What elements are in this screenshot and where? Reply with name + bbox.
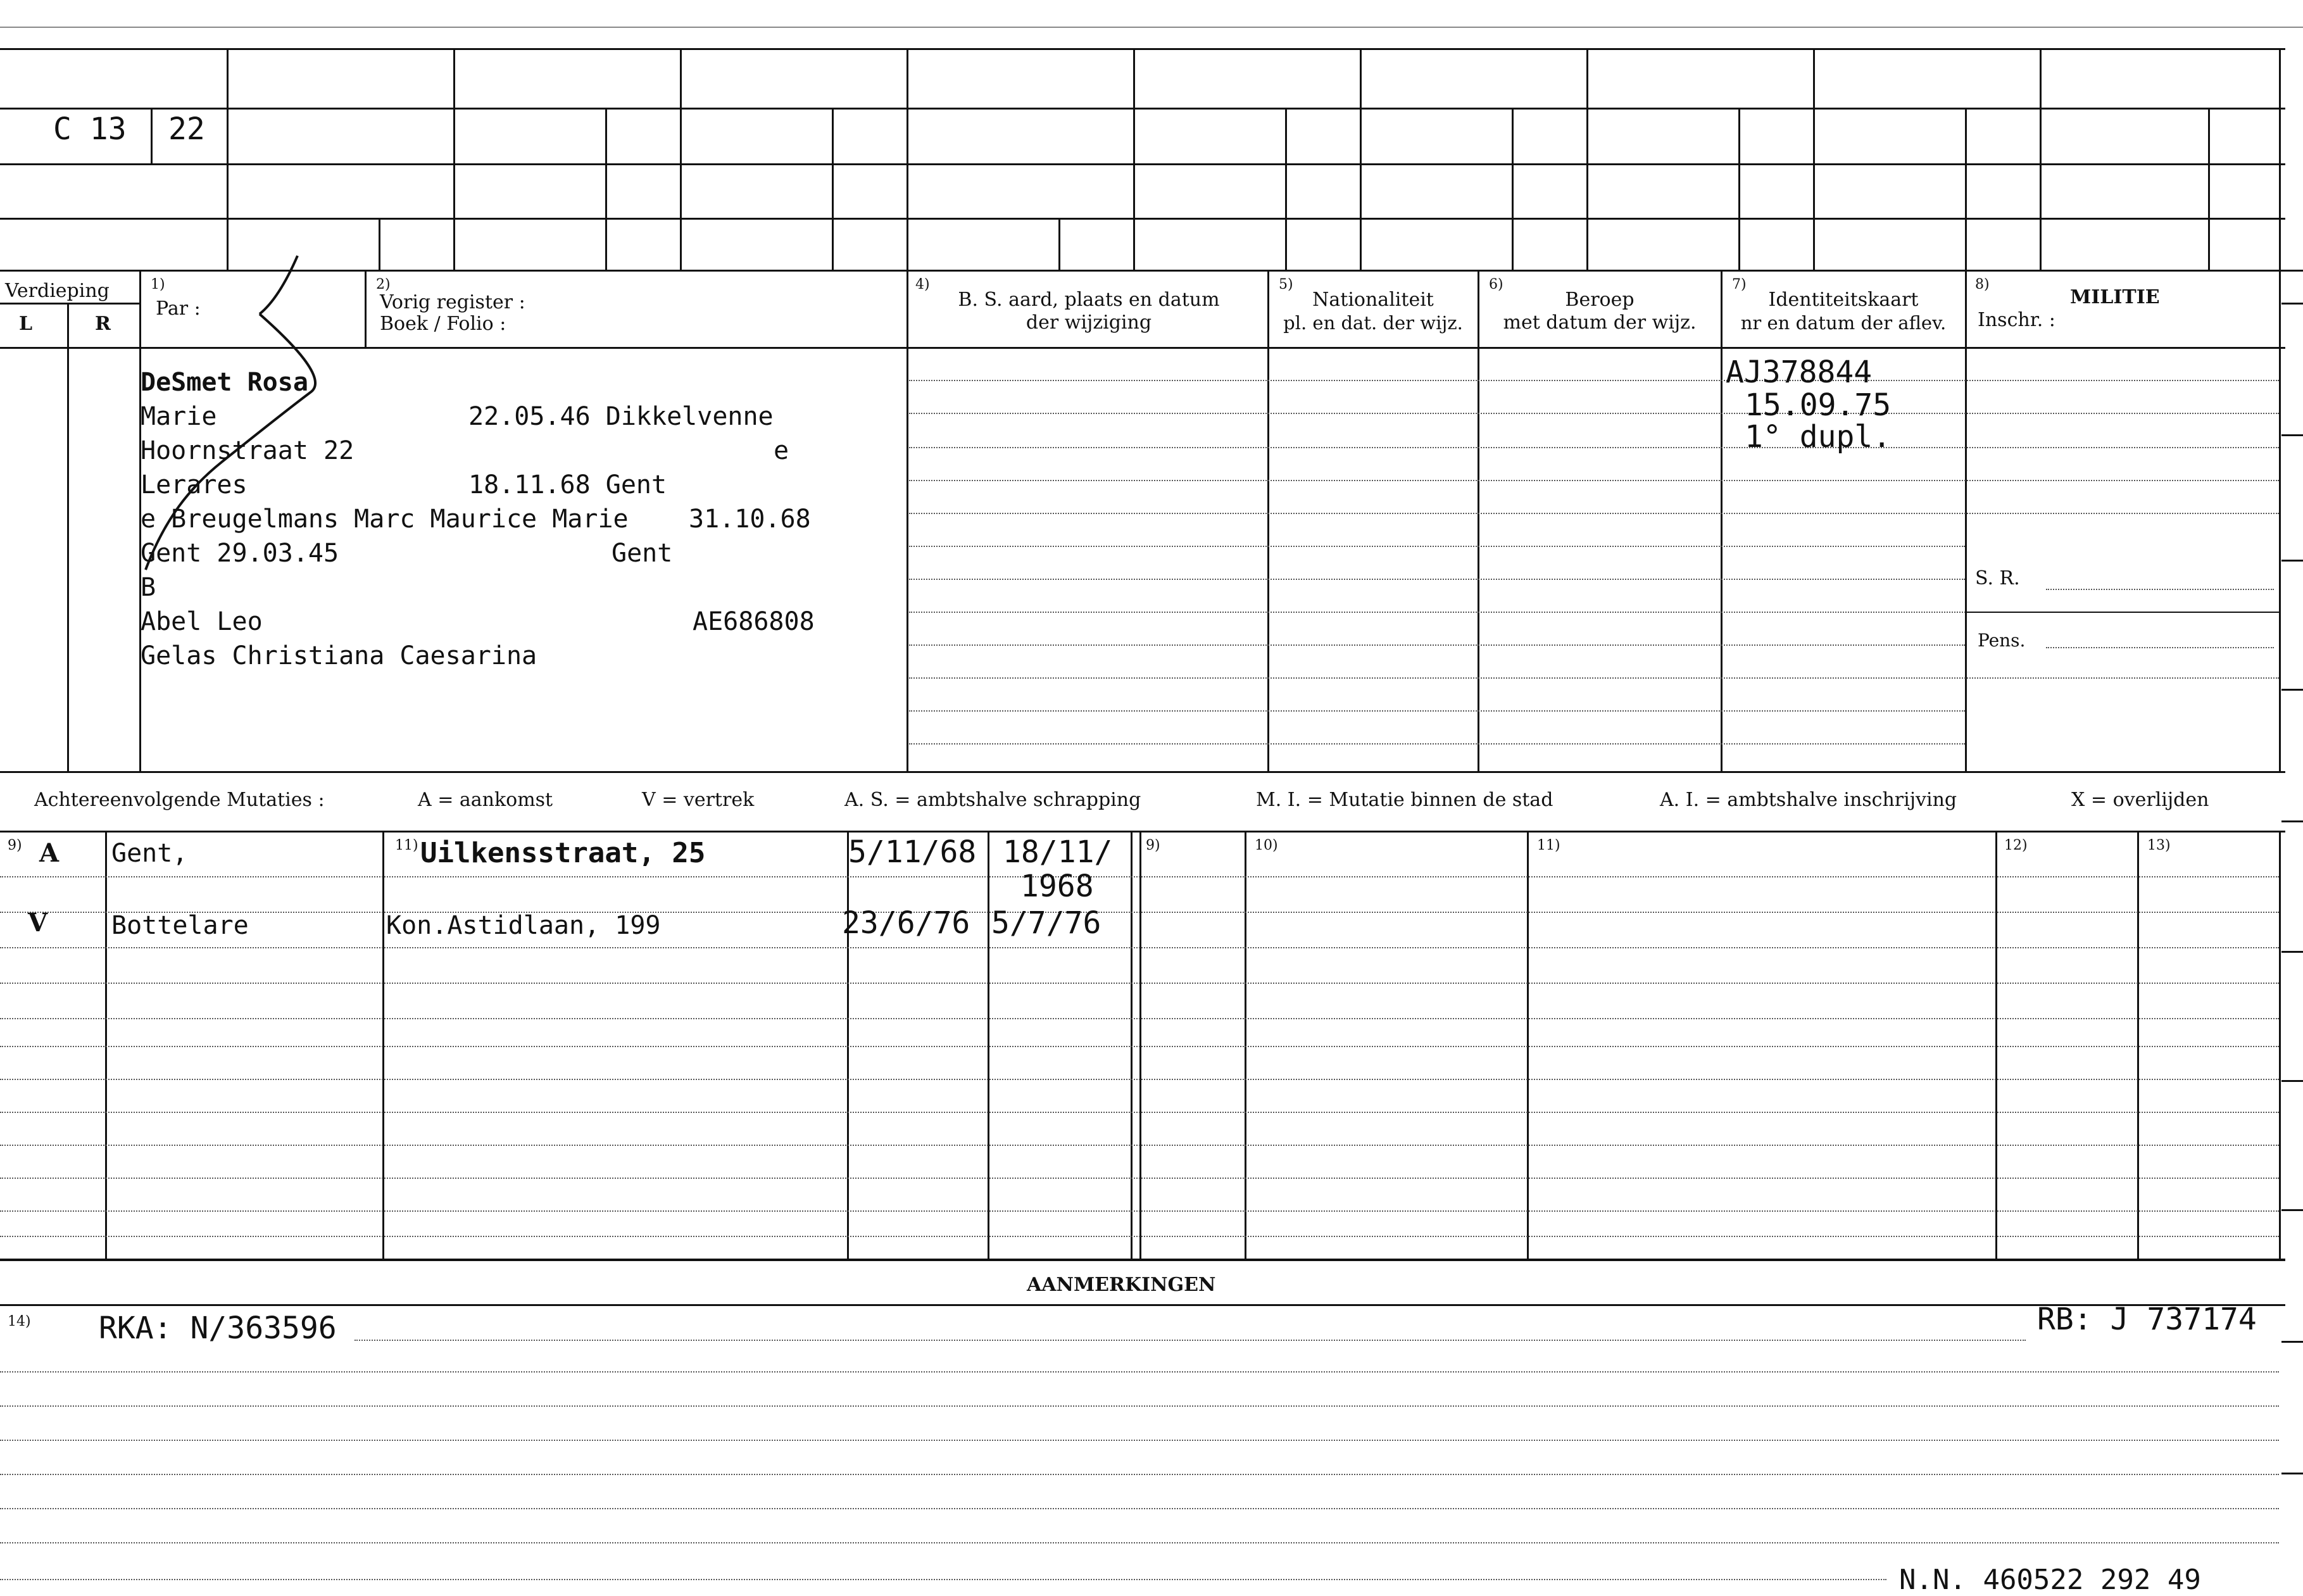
code-c: C 13 <box>53 111 127 147</box>
person-line-3b: e <box>774 436 789 465</box>
id-label-2: nr en datum der aflev. <box>1740 312 1947 334</box>
nat-label-2: pl. en dat. der wijz. <box>1283 312 1463 334</box>
aanm-row-line <box>0 1542 2279 1543</box>
mutaties-ai: A. I. = ambtshalve inschrijving <box>1660 789 1957 811</box>
grid-vline <box>1965 108 1967 270</box>
person-line-8b: AE686808 <box>693 607 815 636</box>
row-line <box>909 513 2279 514</box>
col-vline <box>365 270 367 347</box>
edge-tick <box>2281 1080 2303 1082</box>
sr-label: S. R. <box>1975 567 2020 589</box>
row-line <box>909 579 1965 580</box>
row-line <box>909 380 2279 381</box>
mut-row-line <box>0 1236 2279 1237</box>
col-vline <box>1478 270 1479 771</box>
id-date: 15.09.75 <box>1745 387 1892 423</box>
row1-date2b: 1968 <box>1020 869 1094 904</box>
grid-top-line <box>0 48 2285 50</box>
mut-row-line <box>0 1079 2279 1080</box>
mut-row-line <box>0 1018 2279 1019</box>
mut-row-line <box>0 1112 2279 1113</box>
grid-vline <box>680 48 682 270</box>
r-label: R <box>95 313 111 335</box>
col-vline <box>1965 270 1967 771</box>
row1-date2: 18/11/ <box>1003 834 1113 870</box>
person-line-2b: 22.05.46 Dikkelvenne <box>468 402 774 431</box>
mutaties-v: V = vertrek <box>642 789 755 811</box>
mut-vline <box>1131 831 1133 1259</box>
row-line <box>909 710 1965 712</box>
person-line-7: B <box>141 573 156 602</box>
mutaties-as: A. S. = ambtshalve schrapping <box>844 789 1141 811</box>
mut-vline <box>1139 831 1141 1259</box>
row1-place: Gent, <box>111 839 188 868</box>
row-line <box>909 546 1965 547</box>
bs-label-2: der wijziging <box>1026 311 1152 334</box>
mut-right-edge <box>2279 831 2281 1259</box>
mutaties-a: A = aankomst <box>418 789 553 811</box>
mut-row-line <box>0 876 2279 877</box>
grid-vline <box>2040 48 2042 270</box>
aanm-line <box>0 1304 2285 1306</box>
edge-tick <box>2281 434 2303 436</box>
grid-line <box>0 270 2303 272</box>
col9-num: 9) <box>8 838 22 853</box>
mutaties-label: Achtereenvolgende Mutaties : <box>34 789 325 811</box>
pens-label: Pens. <box>1978 630 2026 651</box>
grid-vline <box>1586 48 1588 270</box>
edge-tick <box>2281 560 2303 562</box>
person-line-4a: Lerares <box>141 470 248 500</box>
mut-vline <box>988 831 989 1259</box>
person-line-8a: Abel Leo <box>141 607 263 636</box>
aanm-row-line <box>0 1440 2279 1441</box>
rb-text: RB: J 737174 <box>2037 1302 2257 1337</box>
mut-row-line <box>0 912 2279 913</box>
mut-row-line <box>0 1210 2279 1212</box>
edge-tick <box>2281 951 2303 953</box>
bs-num: 4) <box>915 277 930 292</box>
aanm-row-line <box>0 1508 2279 1509</box>
id-label-1: Identiteitskaart <box>1768 289 1919 311</box>
vorig-label: Vorig register : <box>380 291 525 313</box>
row2-date2: 5/7/76 <box>991 905 1101 941</box>
legend-top-line <box>0 771 2285 773</box>
aanmerkingen-title: AANMERKINGEN <box>1027 1274 1216 1296</box>
verdieping-label: Verdieping <box>5 280 110 302</box>
mut-vline <box>382 831 384 1259</box>
mutaties-x: X = overlijden <box>2071 789 2209 811</box>
aanm-num: 14) <box>8 1314 31 1329</box>
grid-vline <box>1133 48 1135 270</box>
row1-type: A <box>39 838 60 868</box>
person-line-6b: Gent <box>612 539 673 568</box>
grid-vline <box>1285 108 1287 270</box>
par-label: Par : <box>156 298 201 320</box>
mil-num: 8) <box>1975 277 1990 292</box>
code-n: 22 <box>168 111 205 147</box>
mutaties-mi: M. I. = Mutatie binnen de stad <box>1256 789 1553 811</box>
grid-vline <box>379 218 380 270</box>
row-line <box>909 413 2279 414</box>
mut-vline <box>1527 831 1529 1259</box>
mut-bottom-line <box>0 1259 2285 1261</box>
grid-line <box>0 218 2285 220</box>
right-edge <box>2279 270 2281 771</box>
mut-row-line <box>0 983 2279 984</box>
vorig-num: 2) <box>376 277 391 292</box>
mut-vline <box>847 831 849 1259</box>
grid-line <box>0 163 2285 165</box>
strike-mark <box>139 253 342 582</box>
grid-vline <box>2208 108 2210 270</box>
row-line <box>909 743 1965 745</box>
nn-text: N.N. 460522 292 49 <box>1899 1564 2201 1596</box>
grid-vline <box>1058 218 1060 270</box>
person-line-4b: 18.11.68 Gent <box>468 470 667 500</box>
id-dup: 1° dupl. <box>1745 419 1892 455</box>
grid-vline <box>227 48 229 270</box>
militie-label: MILITIE <box>2070 286 2160 308</box>
col-vline <box>907 270 908 771</box>
person-line-6a: Gent 29.03.45 <box>141 539 339 568</box>
mut-vline <box>1995 831 1997 1259</box>
edge-tick <box>2281 1341 2303 1343</box>
boek-label: Boek / Folio : <box>380 313 506 335</box>
person-line-2a: Marie <box>141 402 217 431</box>
sr-separator <box>1965 612 2279 613</box>
person-line-1: DeSmet Rosa <box>141 368 308 397</box>
beroep-label-2: met datum der wijz. <box>1503 311 1697 334</box>
col13b-num: 13) <box>2147 838 2171 853</box>
aanm-row-line <box>355 1340 2026 1341</box>
edge-tick <box>2281 689 2303 691</box>
mut-top-line <box>0 831 2285 833</box>
col11-num: 11) <box>395 838 418 853</box>
person-line-5a: e Breugelmans Marc Maurice Marie <box>141 505 629 534</box>
id-number: AJ378844 <box>1726 355 1873 390</box>
grid-vline <box>832 108 834 270</box>
row1-date1: 5/11/68 <box>848 834 977 870</box>
row-line <box>909 447 2279 448</box>
edge-tick <box>2281 1209 2303 1211</box>
col-vline <box>1267 270 1269 771</box>
top-edge <box>0 27 2303 28</box>
grid-vline <box>605 108 607 270</box>
grid-line <box>0 108 2285 110</box>
mut-row-line <box>0 1046 2279 1047</box>
par-num: 1) <box>151 277 165 292</box>
mut-row-line <box>0 947 2279 948</box>
person-line-5b: 31.10.68 <box>689 505 811 534</box>
col10b-num: 10) <box>1255 838 1278 853</box>
grid-right-edge <box>2279 48 2281 270</box>
aanm-row-line <box>0 1474 2279 1475</box>
grid-vline <box>1738 108 1740 270</box>
grid-vline <box>1813 48 1815 270</box>
row2-street: Kon.Astidlaan, 199 <box>386 911 661 940</box>
col12b-num: 12) <box>2004 838 2028 853</box>
mut-vline <box>2137 831 2139 1259</box>
row-line <box>909 644 1965 646</box>
grid-vline <box>1360 48 1362 270</box>
person-line-3a: Hoornstraat 22 <box>141 436 355 465</box>
grid-vline <box>1512 108 1514 270</box>
mut-row-line <box>0 1178 2279 1179</box>
edge-tick <box>2281 1473 2303 1474</box>
rka-text: RKA: N/363596 <box>99 1310 337 1346</box>
grid-vline <box>907 48 908 270</box>
aanm-row-line <box>0 1579 1886 1580</box>
sr-line <box>2046 589 2274 590</box>
lr-vline <box>67 303 69 771</box>
row-line <box>909 480 2279 481</box>
mut-vline <box>1245 831 1246 1259</box>
bs-label-1: B. S. aard, plaats en datum <box>958 289 1220 311</box>
header-bottom-line <box>0 347 2285 349</box>
col-vline <box>1721 270 1723 771</box>
id-num: 7) <box>1732 277 1747 292</box>
beroep-num: 6) <box>1489 277 1503 292</box>
row2-date1: 23/6/76 <box>842 905 970 941</box>
beroep-label-1: Beroep <box>1565 289 1635 311</box>
nat-num: 5) <box>1279 277 1293 292</box>
col9b-num: 9) <box>1146 838 1160 853</box>
grid-vline <box>151 108 153 163</box>
row2-place: Bottelare <box>111 911 249 940</box>
row-line <box>909 677 2279 679</box>
nat-label-1: Nationaliteit <box>1312 289 1434 311</box>
edge-tick <box>2281 303 2303 305</box>
row2-type: V <box>28 908 48 938</box>
inschr-label: Inschr. : <box>1978 309 2055 331</box>
edge-tick <box>2281 820 2303 822</box>
col11b-num: 11) <box>1537 838 1560 853</box>
mut-vline <box>105 831 107 1259</box>
row1-street: Uilkensstraat, 25 <box>420 837 706 869</box>
lr-divider <box>0 303 139 305</box>
aanm-row-line <box>0 1371 2279 1373</box>
aanm-row-line <box>0 1405 2279 1407</box>
grid-vline <box>453 48 455 270</box>
pens-line <box>2046 647 2274 648</box>
l-label: L <box>19 313 33 335</box>
person-line-9: Gelas Christiana Caesarina <box>141 641 537 670</box>
mut-row-line <box>0 1145 2279 1146</box>
